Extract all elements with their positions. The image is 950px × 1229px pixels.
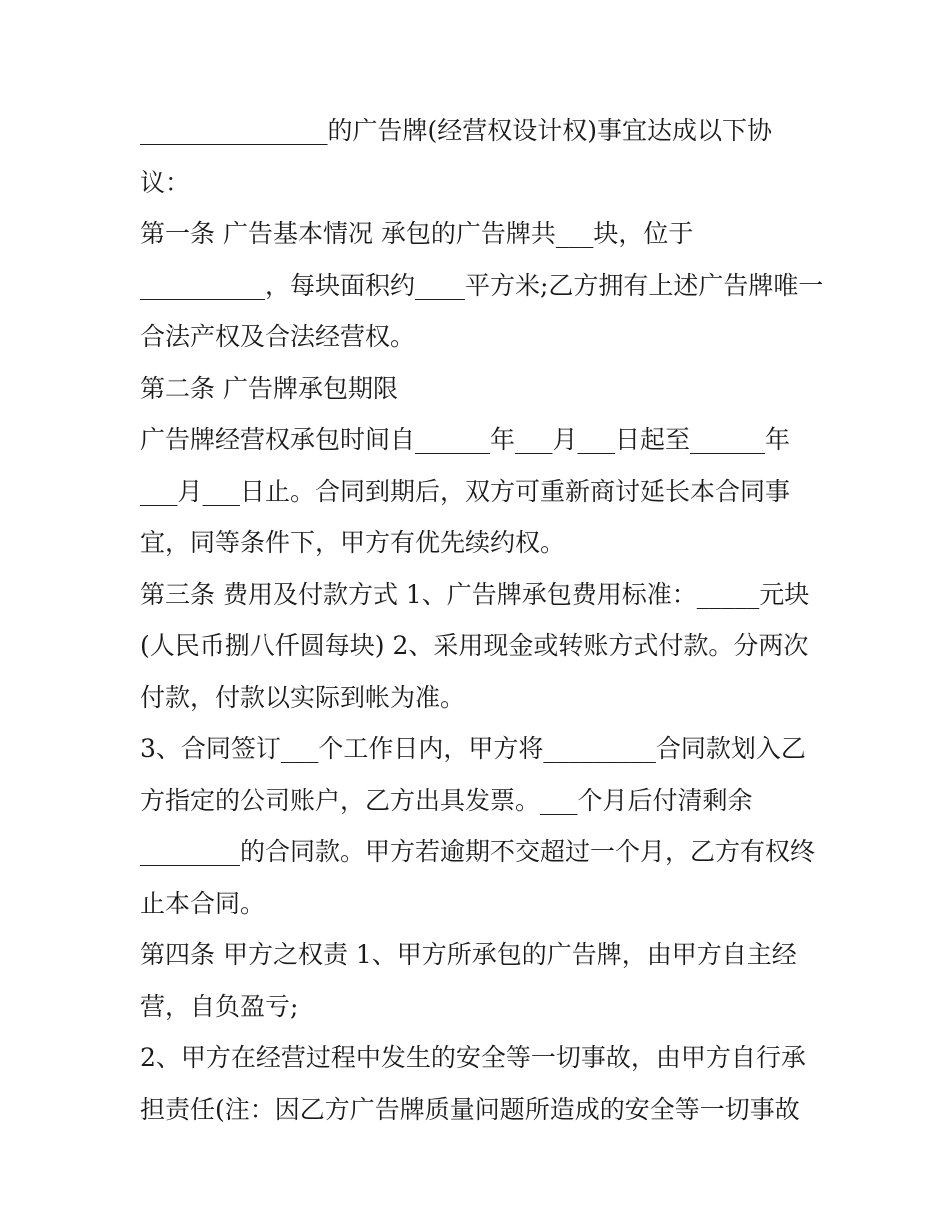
text-line: 担责任(注：因乙方广告牌质量问题所造成的安全等一切事故 bbox=[140, 1094, 800, 1124]
text-line: 付款，付款以实际到帐为准。 bbox=[140, 682, 466, 712]
text-line: ________的合同款。甲方若逾期不交超过一个月，乙方有权终 bbox=[140, 837, 816, 866]
text-line: 2、甲方在经营过程中发生的安全等一切事故，由甲方自行承 bbox=[140, 1043, 806, 1072]
text-line: 营，自负盈亏; bbox=[140, 991, 299, 1021]
text-line: 方指定的公司账户，乙方出具发票。___个月后付清剩余 bbox=[140, 785, 753, 815]
text-line: 止本合同。 bbox=[140, 888, 266, 918]
text-line: 第一条 广告基本情况 承包的广告牌共___块，位于 bbox=[140, 219, 694, 248]
text-line: 宜，同等条件下，甲方有优先续约权。 bbox=[140, 528, 566, 557]
text-line: 3、合同签订___个工作日内，甲方将_________合同款划入乙 bbox=[140, 734, 806, 763]
text-line: ___月___日止。合同到期后，双方可重新商讨延长本合同事 bbox=[140, 476, 791, 506]
text-line: 第四条 甲方之权责 1、甲方所承包的广告牌，由甲方自主经 bbox=[140, 940, 797, 969]
text-line: 第二条 广告牌承包期限 bbox=[140, 373, 398, 403]
text-line: 第三条 费用及付款方式 1、广告牌承包费用标准：_____元块 bbox=[140, 579, 810, 609]
text-line: 合法产权及合法经营权。 bbox=[140, 322, 416, 351]
text-line: _______________的广告牌(经营权设计权)事宜达成以下协 bbox=[140, 116, 773, 145]
text-line: 议： bbox=[140, 167, 191, 197]
text-line: (人民币捌八仟圆每块) 2、采用现金或转账方式付款。分两次 bbox=[140, 631, 809, 660]
document-body bbox=[140, 105, 824, 1135]
text-line: __________，每块面积约____平方米;乙方拥有上述广告牌唯一 bbox=[140, 270, 824, 300]
text-line: 广告牌经营权承包时间自______年___月___日起至______年 bbox=[140, 425, 791, 454]
